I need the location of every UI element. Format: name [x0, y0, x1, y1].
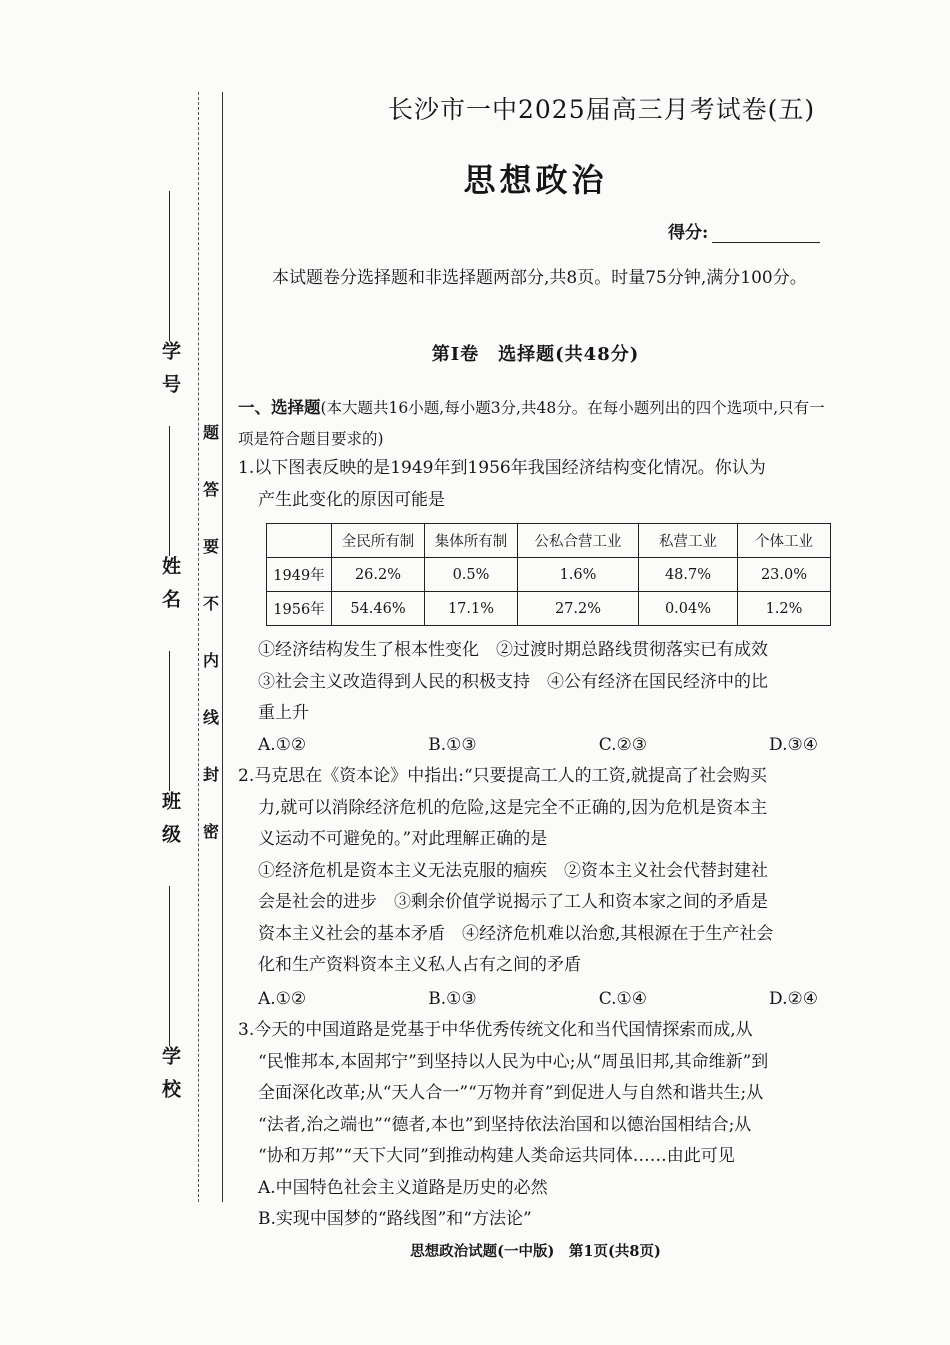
question-3-line: 3.今天的中国道路是党基于中华优秀传统文化和当代国情探索而成,从 — [238, 1020, 753, 1040]
question-2-choices — [238, 984, 818, 1016]
table-cell: 1.6% — [518, 558, 639, 592]
seal-char: 内 — [202, 651, 219, 670]
table-cell: 26.2% — [332, 558, 425, 592]
statement-line: ③社会主义改造得到人民的积极支持 ④公有经济在国民经济中的比 — [258, 671, 768, 692]
table-row — [267, 558, 831, 592]
choice-b[interactable]: B.①③ — [428, 989, 477, 1009]
name-label: 姓名 — [159, 556, 181, 622]
page-footer: 思想政治试题(一中版) 第1页(共8页) — [410, 1243, 661, 1260]
table-cell: 48.7% — [639, 558, 738, 592]
choice-c[interactable]: C.②③ — [598, 735, 647, 755]
table-cell: 1949年 — [267, 558, 332, 592]
school-label: 学校 — [159, 1046, 181, 1112]
name-field[interactable] — [150, 420, 190, 622]
school-field[interactable] — [150, 880, 190, 1112]
student-id-field[interactable] — [150, 185, 190, 407]
choice-b[interactable]: B.①③ — [428, 735, 477, 755]
table-cell — [267, 524, 332, 558]
exam-instructions: 本试题卷分选择题和非选择题两部分,共8页。时量75分钟,满分100分。 — [272, 268, 807, 288]
question-2 — [238, 761, 833, 982]
table-cell: 1956年 — [267, 592, 332, 626]
choice-c[interactable]: C.①④ — [598, 989, 647, 1009]
table-header: 公私合营工业 — [518, 524, 639, 558]
class-field[interactable] — [150, 645, 190, 857]
question-1-choices — [238, 730, 818, 762]
choice-a[interactable]: A.①② — [258, 989, 307, 1009]
statement-line: 重上升 — [258, 703, 309, 723]
seal-line — [222, 92, 223, 1202]
table-cell: 23.0% — [738, 558, 831, 592]
score-field[interactable] — [668, 218, 820, 243]
table-header: 全民所有制 — [332, 524, 425, 558]
question-2-line: 化和生产资料资本主义私人占有之间的矛盾 — [258, 955, 581, 975]
question-1-statements — [258, 635, 833, 730]
question-3-line: “民惟邦本,本固邦宁”到坚持以人民为中心;从“周虽旧邦,其命维新”到 — [258, 1051, 769, 1072]
table-cell: 0.5% — [425, 558, 518, 592]
statement-line: ①经济结构发生了根本性变化 ②过渡时期总路线贯彻落实已有成效 — [258, 640, 768, 660]
question-1-stem-line: 1.以下图表反映的是1949年到1956年我国经济结构变化情况。你认为 — [238, 458, 766, 478]
question-3 — [238, 1015, 833, 1236]
table-header: 集体所有制 — [425, 524, 518, 558]
table-header-row — [267, 524, 831, 558]
student-id-label: 学号 — [159, 341, 181, 407]
table-cell: 27.2% — [518, 592, 639, 626]
exam-title: 长沙市一中2025届高三月考试卷(五) — [388, 95, 816, 124]
score-label: 得分: — [668, 223, 709, 243]
choice-d[interactable]: D.③④ — [769, 735, 818, 755]
seal-char: 答 — [202, 480, 219, 499]
question-2-line: 力,就可以消除经济危机的危险,这是完全不正确的,因为危机是资本主 — [258, 797, 768, 818]
question-1-stem-line: 产生此变化的原因可能是 — [258, 489, 445, 510]
question-1 — [238, 453, 833, 516]
table-cell: 0.04% — [639, 592, 738, 626]
seal-warning — [202, 420, 220, 842]
question-2-line: 会是社会的进步 ③剩余价值学说揭示了工人和资本家之间的矛盾是 — [258, 892, 768, 912]
score-blank[interactable] — [712, 242, 820, 243]
seal-char: 题 — [202, 423, 219, 442]
table-cell: 54.46% — [332, 592, 425, 626]
choice-b[interactable]: B.实现中国梦的“路线图”和“方法论” — [258, 1209, 532, 1229]
seal-char: 要 — [202, 537, 219, 556]
binding-margin — [0, 0, 230, 1345]
subject-title: 思想政治 — [463, 161, 608, 199]
cut-line-dashed — [198, 92, 199, 1202]
section-description — [238, 392, 833, 455]
question-2-line: 资本主义社会的基本矛盾 ④经济危机难以治愈,其根源在于生产社会 — [258, 923, 774, 944]
choice-a[interactable]: A.①② — [258, 735, 307, 755]
seal-char: 封 — [202, 765, 219, 784]
economy-structure-table — [266, 523, 831, 626]
class-label: 班级 — [159, 791, 181, 857]
question-2-line: 义运动不可避免的。”对此理解正确的是 — [258, 829, 548, 849]
question-2-line: 2.马克思在《资本论》中指出:“只要提高工人的工资,就提高了社会购买 — [238, 766, 768, 786]
seal-char: 线 — [202, 708, 219, 727]
section-rules: (本大题共16小题,每小题3分,共48分。在每小题列出的四个选项中,只有一项是符合题目要求的) — [238, 399, 825, 448]
section-heading: 一、选择题 — [238, 398, 321, 417]
question-3-line: “协和万邦”“天下大同”到推动构建人类命运共同体……由此可见 — [258, 1146, 735, 1166]
table-row — [267, 592, 831, 626]
seal-char: 密 — [202, 822, 219, 841]
table-header: 个体工业 — [738, 524, 831, 558]
question-2-line: ①经济危机是资本主义无法克服的痼疾 ②资本主义社会代替封建社 — [258, 860, 768, 881]
question-3-line: “法者,治之端也”“德者,本也”到坚持依法治国和以德治国相结合;从 — [258, 1114, 752, 1135]
choice-d[interactable]: D.②④ — [769, 989, 818, 1009]
table-cell: 1.2% — [738, 592, 831, 626]
table-cell: 17.1% — [425, 592, 518, 626]
choice-a[interactable]: A.中国特色社会主义道路是历史的必然 — [258, 1177, 548, 1198]
seal-char: 不 — [202, 594, 219, 613]
section-title: 第Ⅰ卷 选择题(共48分) — [431, 344, 640, 365]
table-header: 私营工业 — [639, 524, 738, 558]
question-3-line: 全面深化改革;从“天人合一”“万物并育”到促进人与自然和谐共生;从 — [258, 1083, 764, 1103]
